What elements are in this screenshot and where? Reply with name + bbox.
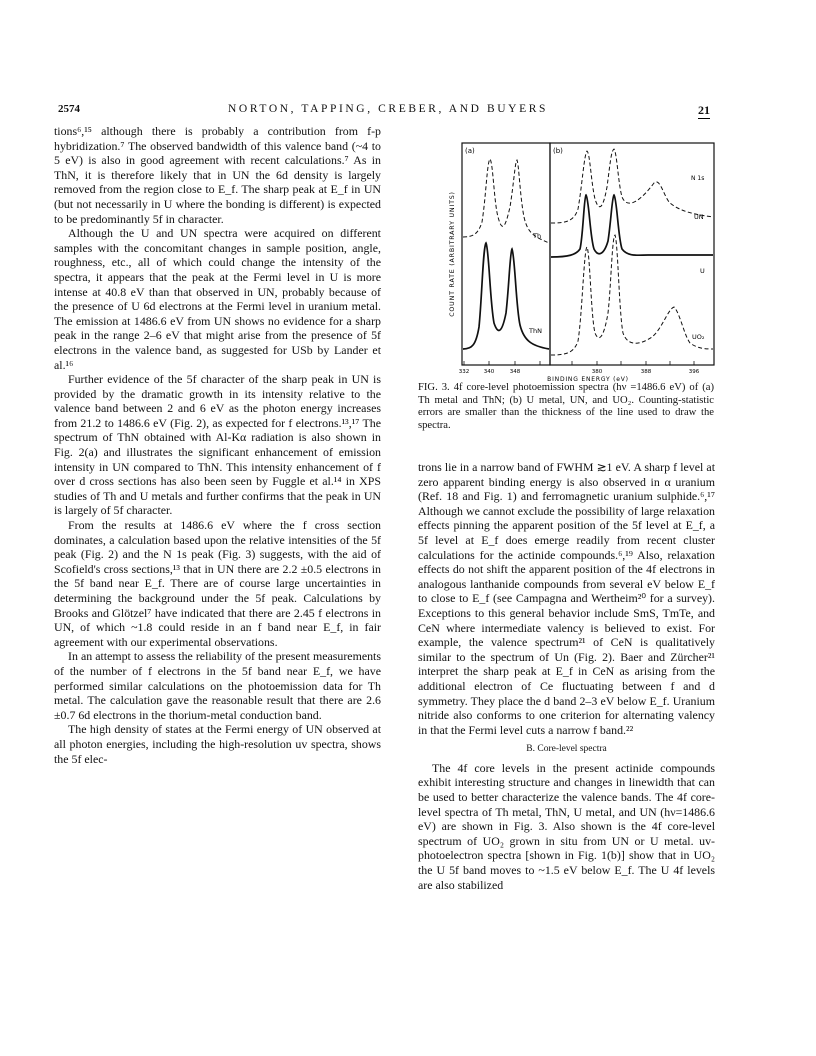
figure-caption: FIG. 3. 4f core-level photoemission spectra (hν =1486.6 eV) of (a) Th metal and ThN; (b) U metal, UN, and UO₂. Counting-statistic errors are smaller than the thickness of the line used to draw the spectra. (418, 382, 714, 432)
volume-number: 21 (698, 103, 710, 117)
x-axis-label: BINDING ENERGY (eV) (547, 376, 629, 383)
panel-b-label: (b) (553, 147, 563, 155)
section-heading: B. Core-level spectra (526, 744, 607, 755)
tick-label: 332 (458, 369, 470, 375)
page-header (58, 103, 718, 123)
u-curve-label: U (700, 267, 705, 275)
figure-3 (432, 137, 716, 383)
paragraph: Further evidence of the 5f character of the sharp peak in UN is provided by the dramatic growth in its intensity relative to the valence band between 2 and 6 eV as the photon energy increases from 21.2 to 1486.6 eV (Fig. 2), as expected for f electrons.¹³,¹⁷ The spectrum of ThN obtained with Al-Kα radiation is also shown in Fig. 2(a) and illustrates the significant enhancement of emission intensity in UN compared to ThN. This intensity enhancement of f over d cross sections has also been seen by Fuggle et al.¹⁴ in XPS studies of Th and U metals and further confirms that the peak in UN is largely of 5f character. (54, 372, 381, 518)
paragraph: The 4f core levels in the present actinide compounds exhibit interesting structure and changes in linewidth that can be used to better characterize the valence bands. The 4f core-level spectra of Th metal, ThN, U metal, and UN (hν=1486.6 eV) are shown in Fig. 3. Also shown is the 4f core-level spectrum of UO₂ grown in situ from UN or U metal. uv-photoelectron spectra [shown in Fig. 1(b)] show that in UO₂ the U 5f band moves to ~1.5 eV below E_f. The U 4f levels are also stabilized (418, 760, 715, 892)
paragraph: The high density of states at the Fermi energy of UN observed at all photon energies, including the high-resolution uv spectra, shows the 5f elec- (54, 722, 381, 766)
running-title: NORTON, TAPPING, CREBER, AND BUYERS (228, 103, 548, 115)
uo2-curve-label: UO₂ (692, 333, 705, 341)
right-column (418, 460, 715, 892)
u-metal-curve (551, 195, 713, 257)
tick-label: 348 (509, 369, 521, 375)
th-curve-label: Th (533, 232, 542, 240)
un-curve-label: UN (694, 213, 704, 221)
tick-label: 380 (591, 369, 603, 375)
panel-a-label: (a) (465, 147, 475, 155)
un-curve (551, 149, 713, 223)
tick-label: 396 (688, 369, 700, 375)
thn-curve-label: ThN (529, 327, 542, 335)
n1s-peak-label: N 1s (691, 175, 705, 182)
tick-label: 340 (483, 369, 495, 375)
th-metal-curve (463, 159, 549, 243)
paragraph: In an attempt to assess the reliability of the present measurements of the number of f electrons in the 5f band near E_f, we have performed similar calculations on the photoemission data for Th metal. The calculation gave the reasonable result that there are 2.6 ±0.7 6d electrons in the thorium-metal conduction band. (54, 649, 381, 722)
paragraph: Although the U and UN spectra were acquired on different samples with the concomitant changes in sample position, angle, roughness, etc., all of which could change the intensity of the spectra, it appears that the peak at the Fermi level in U is more intense at 40.8 eV than that observed in UN, probably because of the presence of U 6d electrons at the Fermi level in uranium metal. The emission at 1486.6 eV from UN shows no evidence for a sharp peak in the range 2–6 eV that might arise from the presence of 5f electrons in the valence band, as suggested for USb by Lander et al.¹⁶ (54, 226, 381, 372)
left-column (54, 124, 381, 766)
tick-label: 388 (640, 369, 652, 375)
page-number: 2574 (58, 103, 80, 115)
paragraph: From the results at 1486.6 eV where the f cross section dominates, a calculation based upon the relative intensities of the 5f peak (Fig. 2) and the N 1s peak (Fig. 3) suggests, with the aid of Scofield's cross sections,¹³ that in UN there are 2.2 ±0.5 electrons in the 5f band near E_f. There are of course large uncertainties in determining the background under the 5f peak. Calculations by Brooks and Glötzel⁷ have indicated that there are 2.45 f electrons in UN, of which ~1.8 could reside in an f band near E_f, in fair agreement with our experimental observations. (54, 518, 381, 649)
paragraph: trons lie in a narrow band of FWHM ≳1 eV. A sharp f level at zero apparent binding energy is also observed in α uranium (Ref. 18 and Fig. 1) and ferromagnetic uranium sulphide.⁶,¹⁷ Although we cannot exclude the possibility of large relaxation effects pinning the apparent position of the 5f level at E_f, a 5f level at E_f does emerge readily from recent cluster calculations for the actinide compounds.⁶,¹⁹ Also, relaxation effects do not shift the apparent position of the 4f electrons in analogous lanthanide compounds from several eV below E_f to close to E_f (see Campagna and Wertheim²⁰ for a survey). Exceptions to this general behavior include SmS, TmTe, and CeN where intermediate valency is believed to exist. For example, the valence spectrum²¹ of CeN is qualitatively similar to the spectrum of Un (Fig. 2). Baer and Zürcher²¹ interpret the sharp peak at E_f in CeN as arising from the additional electron of Ce fluctuating between f and d symmetry. They place the d band 2–3 eV below E_f. Uranium nitride also conforms to one criterion for alternating valency in that the Fermi level cuts a narrow f band.²² (418, 460, 715, 737)
paragraph: tions⁶,¹⁵ although there is probably a contribution from f-p hybridization.⁷ The observed bandwidth of this valence band (~4 to 5 eV) is also in good agreement with recent calculations.⁷ As in ThN, it is therefore likely that in UN the 6d density is largely removed from the region close to E_f. The sharp peak at E_f in UN (but not necessarily in U where the bonding is different) is expected to be predominantly 5f in character. (54, 124, 381, 226)
y-axis-label: COUNT RATE (ARBITRARY UNITS) (449, 191, 456, 317)
